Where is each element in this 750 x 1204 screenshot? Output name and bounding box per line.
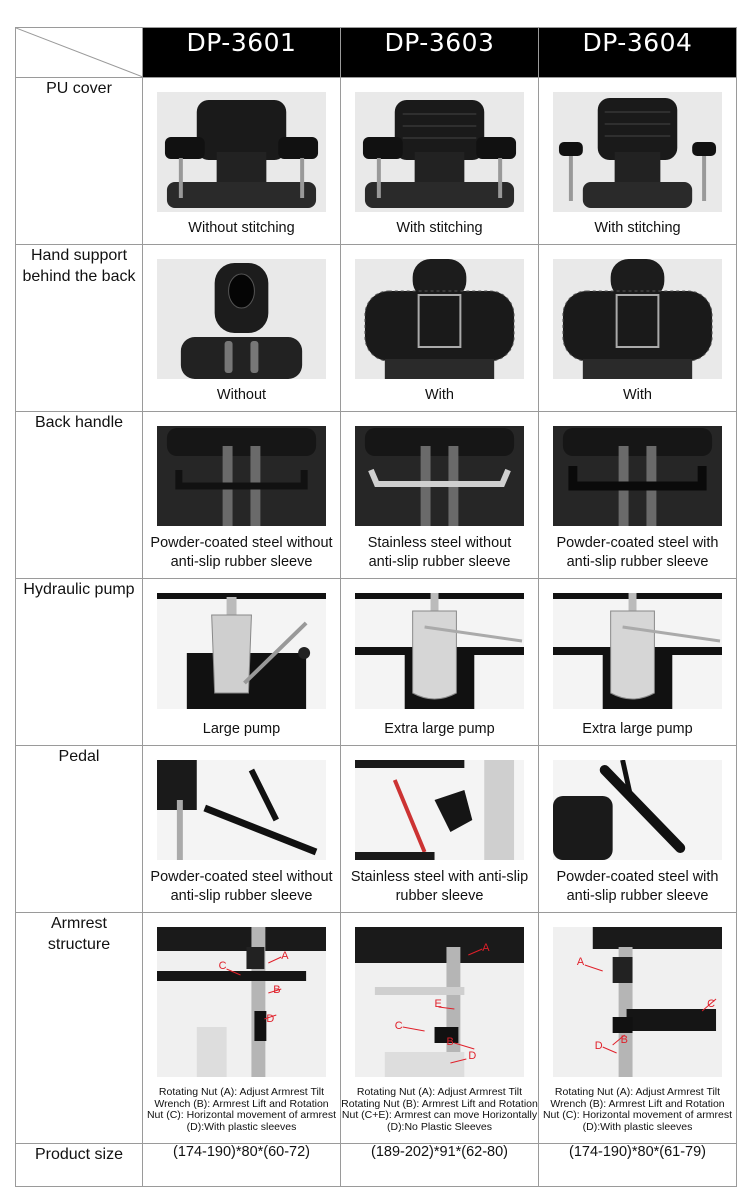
row-label xyxy=(16,245,143,412)
caption-line: Powder-coated steel with xyxy=(556,869,719,885)
caption-line: Nut (C): Horizontal movement of armrest xyxy=(146,1109,337,1121)
marker-label: D xyxy=(266,1012,275,1026)
row-hydraulic-pump xyxy=(16,579,737,746)
caption-line: Nut (C+E): Armrest can move Horizontally xyxy=(341,1109,538,1121)
row-pedal xyxy=(16,746,737,913)
back-handle-photo xyxy=(355,426,524,526)
caption-line: Stainless steel with anti-slip xyxy=(350,869,529,885)
cell xyxy=(143,579,341,746)
caption-line: Powder-coated steel with xyxy=(556,535,719,551)
corner-cell xyxy=(16,28,143,78)
back-handle-photo xyxy=(157,426,326,526)
row-label: PU cover xyxy=(16,78,143,245)
cell xyxy=(539,913,737,1144)
caption: With xyxy=(425,387,454,403)
caption-line: Nut (C): Horizontal movement of armrest xyxy=(542,1109,733,1121)
caption: Large pump xyxy=(202,721,281,737)
marker-label: C xyxy=(394,1019,403,1033)
row-label-line: Hand support xyxy=(30,247,128,264)
caption-line: Wrench (B): Armrest Lift and Rotation xyxy=(550,1097,725,1110)
caption-line: Rotating Nut (B): Armrest Lift and Rotation xyxy=(341,1097,538,1110)
caption: With stitching xyxy=(594,220,681,236)
marker-label: A xyxy=(281,949,289,963)
row-label: Back handle xyxy=(16,412,143,579)
caption-line: anti-slip rubber sleeve xyxy=(170,888,313,904)
pedal-photo xyxy=(355,760,524,860)
cell xyxy=(143,78,341,245)
size-value: (174-190)*80*(60-72) xyxy=(143,1144,341,1187)
row-label xyxy=(16,913,143,1144)
row-label: Product size xyxy=(16,1144,143,1187)
caption-line: Powder-coated steel without xyxy=(150,535,333,551)
cell xyxy=(539,579,737,746)
diagonal-divider xyxy=(16,28,143,77)
marker-label: C xyxy=(218,959,227,973)
marker-label: D xyxy=(468,1049,477,1063)
cell xyxy=(341,913,539,1144)
comparison-table xyxy=(15,27,737,1187)
chair-top-photo xyxy=(157,92,326,212)
caption: With xyxy=(623,387,652,403)
size-value: (174-190)*80*(61-79) xyxy=(539,1144,737,1187)
marker-label: A xyxy=(576,955,585,969)
cell xyxy=(539,746,737,913)
marker-label: E xyxy=(434,997,442,1011)
caption-line: (D):With plastic sleeves xyxy=(186,1120,297,1133)
armrest-photo xyxy=(157,927,326,1077)
row-pu-cover xyxy=(16,78,737,245)
row-label-line: Armrest xyxy=(51,915,107,932)
caption-line: anti-slip rubber sleeve xyxy=(368,554,511,570)
cell xyxy=(341,245,539,412)
row-label: Hydraulic pump xyxy=(16,579,143,746)
caption-line: Rotating Nut (A): Adjust Armrest Tilt xyxy=(158,1086,325,1098)
caption-line: Rotating Nut (A): Adjust Armrest Tilt xyxy=(554,1086,721,1098)
model-header-3: DP-3604 xyxy=(539,28,737,78)
caption: Without stitching xyxy=(188,220,295,236)
caption: Without xyxy=(216,387,267,403)
model-header-2: DP-3603 xyxy=(341,28,539,78)
cell xyxy=(539,78,737,245)
hand-support-photo xyxy=(355,259,524,379)
marker-label: B xyxy=(620,1033,628,1047)
marker-label: D xyxy=(594,1039,603,1053)
hand-support-photo xyxy=(553,259,722,379)
caption: With stitching xyxy=(396,220,483,236)
caption-line: anti-slip rubber sleeve xyxy=(170,554,313,570)
pump-photo xyxy=(553,593,722,709)
row-label: Pedal xyxy=(16,746,143,913)
cell xyxy=(341,412,539,579)
marker-label: C xyxy=(707,997,715,1011)
caption-line: Powder-coated steel without xyxy=(150,869,333,885)
cell xyxy=(539,412,737,579)
cell xyxy=(341,78,539,245)
marker-label: B xyxy=(446,1035,454,1049)
cell xyxy=(143,913,341,1144)
row-product-size xyxy=(16,1144,737,1187)
model-header-1: DP-3601 xyxy=(143,28,341,78)
cell xyxy=(143,245,341,412)
cell xyxy=(341,579,539,746)
headrest-photo xyxy=(157,259,326,379)
pump-photo xyxy=(355,593,524,709)
caption: Extra large pump xyxy=(582,721,693,737)
chair-top-photo xyxy=(553,92,722,212)
pump-photo xyxy=(157,593,326,709)
row-armrest-structure xyxy=(16,913,737,1144)
caption-line: rubber sleeve xyxy=(395,888,484,904)
caption-line: anti-slip rubber sleeve xyxy=(566,554,709,570)
caption: Extra large pump xyxy=(384,721,495,737)
pedal-photo xyxy=(157,760,326,860)
row-label-line: structure xyxy=(47,936,111,953)
caption-line: anti-slip rubber sleeve xyxy=(566,888,709,904)
size-value: (189-202)*91*(62-80) xyxy=(341,1144,539,1187)
armrest-photo xyxy=(355,927,524,1077)
cell xyxy=(539,245,737,412)
caption-line: Rotating Nut (A): Adjust Armrest Tilt xyxy=(356,1086,523,1098)
caption-line: Wrench (B): Armrest Lift and Rotation xyxy=(154,1097,329,1110)
caption-line: (D):No Plastic Sleeves xyxy=(386,1120,493,1133)
cell xyxy=(143,746,341,913)
row-back-handle xyxy=(16,412,737,579)
marker-label: A xyxy=(482,941,490,955)
armrest-photo xyxy=(553,927,722,1077)
header-row xyxy=(16,28,737,78)
pedal-photo xyxy=(553,760,722,860)
caption-line: Stainless steel without xyxy=(367,535,512,551)
back-handle-photo xyxy=(553,426,722,526)
marker-label: B xyxy=(273,983,281,997)
row-hand-support xyxy=(16,245,737,412)
row-label-line: behind the back xyxy=(22,268,136,285)
cell xyxy=(341,746,539,913)
chair-top-photo xyxy=(355,92,524,212)
caption-line: (D):With plastic sleeves xyxy=(582,1120,693,1133)
cell xyxy=(143,412,341,579)
